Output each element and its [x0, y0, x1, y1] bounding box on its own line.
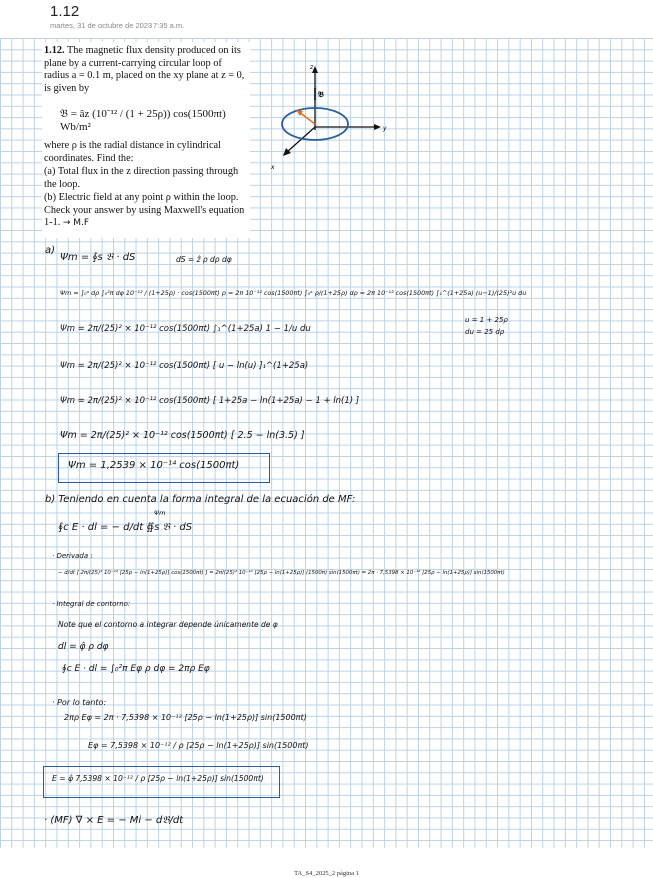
flux-antiderivative: Ψm = 2π/(25)² × 10⁻¹² cos(1500πt) [ u − ln(u) ]₁^(1+25a): [60, 361, 309, 371]
problem-part-b-text: (b) Electric field at any point ρ within the loop. Check your answer by using Maxwell's equation 1-1.: [44, 192, 245, 229]
substitution-du: du = 25 dρ: [465, 328, 505, 336]
page-time: 7:35 a.m.: [153, 21, 185, 30]
loop-figure: [265, 60, 395, 175]
contour-note: Note que el contorno a integrar depende únicamente de φ: [58, 620, 278, 629]
contour-label: · Integral de contorno:: [52, 600, 131, 608]
problem-number: 1.12.: [44, 45, 65, 56]
flux-result: Ψm = 1,2539 × 10⁻¹⁴ cos(1500πt): [68, 460, 240, 471]
y-axis-label: y: [383, 125, 387, 132]
substitution-u: u = 1 + 25ρ: [465, 316, 508, 324]
part-a-label: a): [45, 245, 56, 256]
surface-element-note: dS = ẑ ρ dρ dφ: [176, 255, 232, 264]
problem-desc: where ρ is the radial distance in cylindrical coordinates. Find the:: [44, 140, 221, 164]
faraday-integral-form: ∮c E · dl = − d/dt ∯s 𝔅 · dS: [58, 522, 193, 533]
problem-intro: [44, 45, 249, 95]
flux-definition: Ψm = ∮s 𝔅 · dS: [60, 252, 136, 263]
therefore-label: · Por lo tanto:: [52, 698, 107, 707]
page-date: martes, 31 de octubre de 2023: [50, 21, 153, 30]
derivative-expression: − d/dt [ 2π/(25)² 10⁻¹² [25ρ − ln(1+25ρ)] cos(1500πt) ] = 2π/(25)² 10⁻¹² [25ρ − ln(1+25ρ)] (1500π) sin(1500πt) = 2π · 7,5398 × 10⁻¹² [25ρ − ln(1+25ρ)] sin(1500πt): [58, 570, 505, 576]
problem-statement: [42, 42, 250, 238]
problem-intro-text: The magnetic flux density produced on its plane by a current-carrying circular loop of radius a = 0.1 m, placed on the xy plane at z = 0, is given by: [44, 45, 245, 94]
line-element: dl = φ̂ ρ dφ: [58, 642, 109, 652]
flux-substitution: Ψm = 2π/(25)² × 10⁻¹² cos(1500πt) ∫₁^(1+25a) 1 − 1/u du: [60, 324, 311, 334]
field-equation: 2πρ Eφ = 2π · 7,5398 × 10⁻¹² [25ρ − ln(1+25ρ)] sin(1500πt): [64, 713, 307, 722]
field-label: 𝔅: [318, 90, 324, 99]
flux-annotation: Ψm: [154, 509, 166, 517]
problem-equation: 𝔅 = âz (10⁻¹² / (1 + 25ρ)) cos(1500πt) Wb/m²: [60, 108, 226, 133]
problem-part-a: (a) Total flux in the z direction passing through the loop.: [44, 166, 239, 190]
flux-evaluation: Ψm = 2π/(25)² × 10⁻¹² cos(1500πt) [ 1+25a − ln(1+25a) − 1 + ln(1) ]: [60, 396, 360, 406]
contour-integral: ∮c E · dl = ∫₀²π Eφ ρ dφ = 2πρ Eφ: [62, 664, 210, 674]
flux-numeric: Ψm = 2π/(25)² × 10⁻¹² cos(1500πt) [ 2.5 − ln(3.5) ]: [60, 430, 305, 441]
page-title: 1.12: [50, 3, 80, 20]
radius-arrow: [299, 112, 315, 124]
problem-part-b-note: → M.F: [62, 218, 90, 229]
z-axis-label: z: [310, 64, 314, 71]
x-axis-label: x: [271, 164, 275, 171]
field-result: E = φ̂ 7,5398 × 10⁻¹² / ρ [25ρ − ln(1+25ρ)] sin(1500πt): [52, 774, 264, 783]
problem-part-b: [44, 192, 249, 230]
flux-integral: Ψm = ∫₀ᵃ dρ ∫₀²π dφ 10⁻¹² / (1+25ρ) · cos(1500πt) ρ = 2π 10⁻¹² cos(1500πt) ∫₀ᵃ ρ/(1+25ρ) dρ = 2π 10⁻¹² cos(1500πt) ∫₁^(1+25a) (u−1)/(25)²u du: [60, 289, 527, 297]
field-component: Eφ = 7,5398 × 10⁻¹² / ρ [25ρ − ln(1+25ρ)] sin(1500πt): [88, 741, 309, 750]
y-axis-arrowhead: [374, 124, 381, 130]
page-footer: TA_S4_2025_2 página 1: [294, 870, 359, 877]
derivative-label: · Derivada :: [52, 552, 93, 560]
part-b-label: b) Teniendo en cuenta la forma integral de la ecuación de MF:: [45, 494, 356, 505]
maxwell-check: · (MF) ∇ × E = − Mi − d𝔅/dt: [44, 815, 184, 826]
